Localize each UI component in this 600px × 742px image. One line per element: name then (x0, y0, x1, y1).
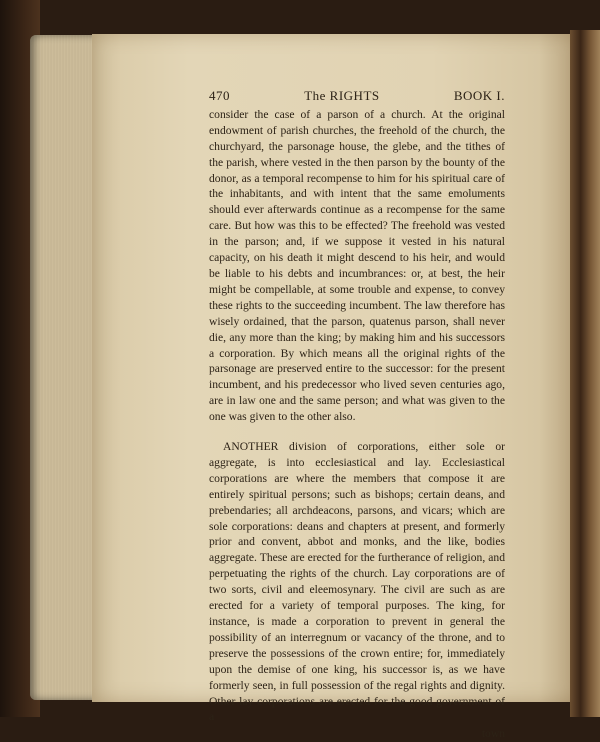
page-number: 470 (209, 88, 230, 103)
catchword: town (481, 727, 505, 741)
page-header (209, 88, 505, 104)
book-gutter (570, 30, 600, 717)
paragraph-2: ANOTHER division of corporations, either sole or aggregate, is into ecclesiastical and lay. Ecclesiastical corporations are where the members that compose it are entirely spiritual persons; such as bishops; certain deans, and prebendaries; all archdeacons, parsons, and vicars; which are sole corporations: deans and chapters at present, and formerly prior and convent, abbot and monks, and the like, bodies aggregate. These are erected for the furtherance of religion, and perpetuating the rights of the church. Lay corporations are of two sorts, civil and eleemosynary. The civil are such as are erected for a variety of temporal purposes. The king, for instance, is made a corporation to prevent in general the possibility of an interregnum or vacancy of the throne, and to preserve the possessions of the crown entire; for, immediately upon the demise of one king, his successor is, as we have formerly seen, in full possession of the regal rights and dignity. Other lay corporations are erected for the good government of a (209, 440, 505, 724)
paragraph-1: consider the case of a parson of a church. At the original endowment of parish churches, the freehold of the church, the churchyard, the parsonage house, the glebe, and the tithes of the parish, where vested in the then parson by the bounty of the donor, as a temporal recompense to him for his spiritual care of the inhabitants, and with intent that the same emoluments should ever afterwards continue as a recompense for the same care. But how was this to be effected? The freehold was vested in the parson; and, if we suppose it vested in his natural capacity, on his death it might descend to his heir, and would be liable to his debts and incumbrances: or, at best, the heir might be compellable, at some trouble and expense, to convey these rights to the succeeding incumbent. The law therefore has wisely ordained, that the parson, quatenus parson, shall never die, any more than the king; by making him and his successors a corporation. By which means all the original rights of the parsonage are preserved entire to the successor: for the present incumbent, and his predecessor who lived seven centuries ago, are in law one and the same person; and what was given to the one was given to the other also. (209, 107, 505, 424)
page-text-block (209, 88, 505, 742)
book-label: BOOK I. (453, 88, 505, 103)
page-stack-edges (30, 35, 100, 700)
running-title: The RIGHTS (304, 88, 380, 103)
